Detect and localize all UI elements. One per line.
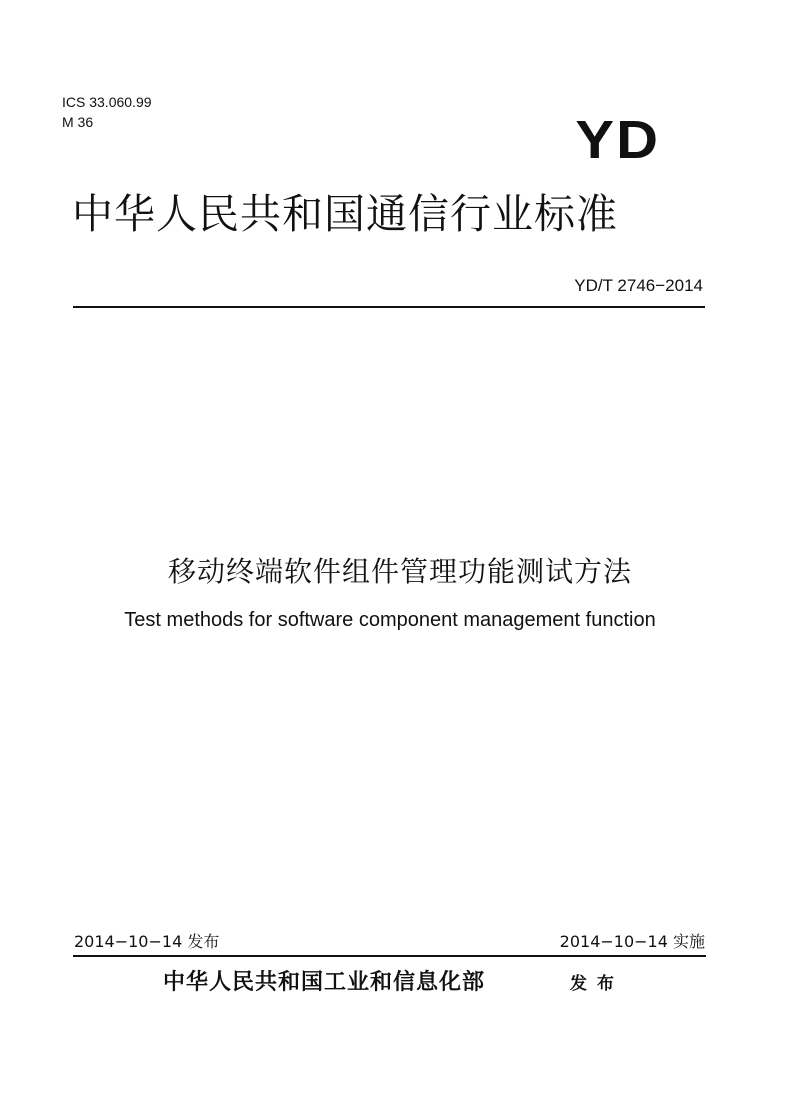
standard-number: YD/T 2746−2014 [574, 276, 703, 295]
issue-action-label: 发 布 [570, 974, 616, 994]
standard-category-title: 中华人民共和国通信行业标准 [72, 190, 618, 238]
implementation-date: 2014−10−14 实施 [559, 932, 705, 951]
ics-code: ICS 33.060.99 [62, 94, 152, 110]
issue-date: 2014−10−14 发布 [74, 932, 220, 951]
document-title-chinese: 移动终端软件组件管理功能测试方法 [167, 555, 632, 588]
header-divider [73, 306, 705, 308]
document-title-english: Test methods for software component management function [124, 609, 656, 631]
issuing-authority: 中华人民共和国工业和信息化部 [163, 970, 486, 995]
ccs-code: M 36 [62, 114, 94, 130]
footer-divider [73, 955, 706, 957]
yd-logo: YD [575, 110, 660, 170]
